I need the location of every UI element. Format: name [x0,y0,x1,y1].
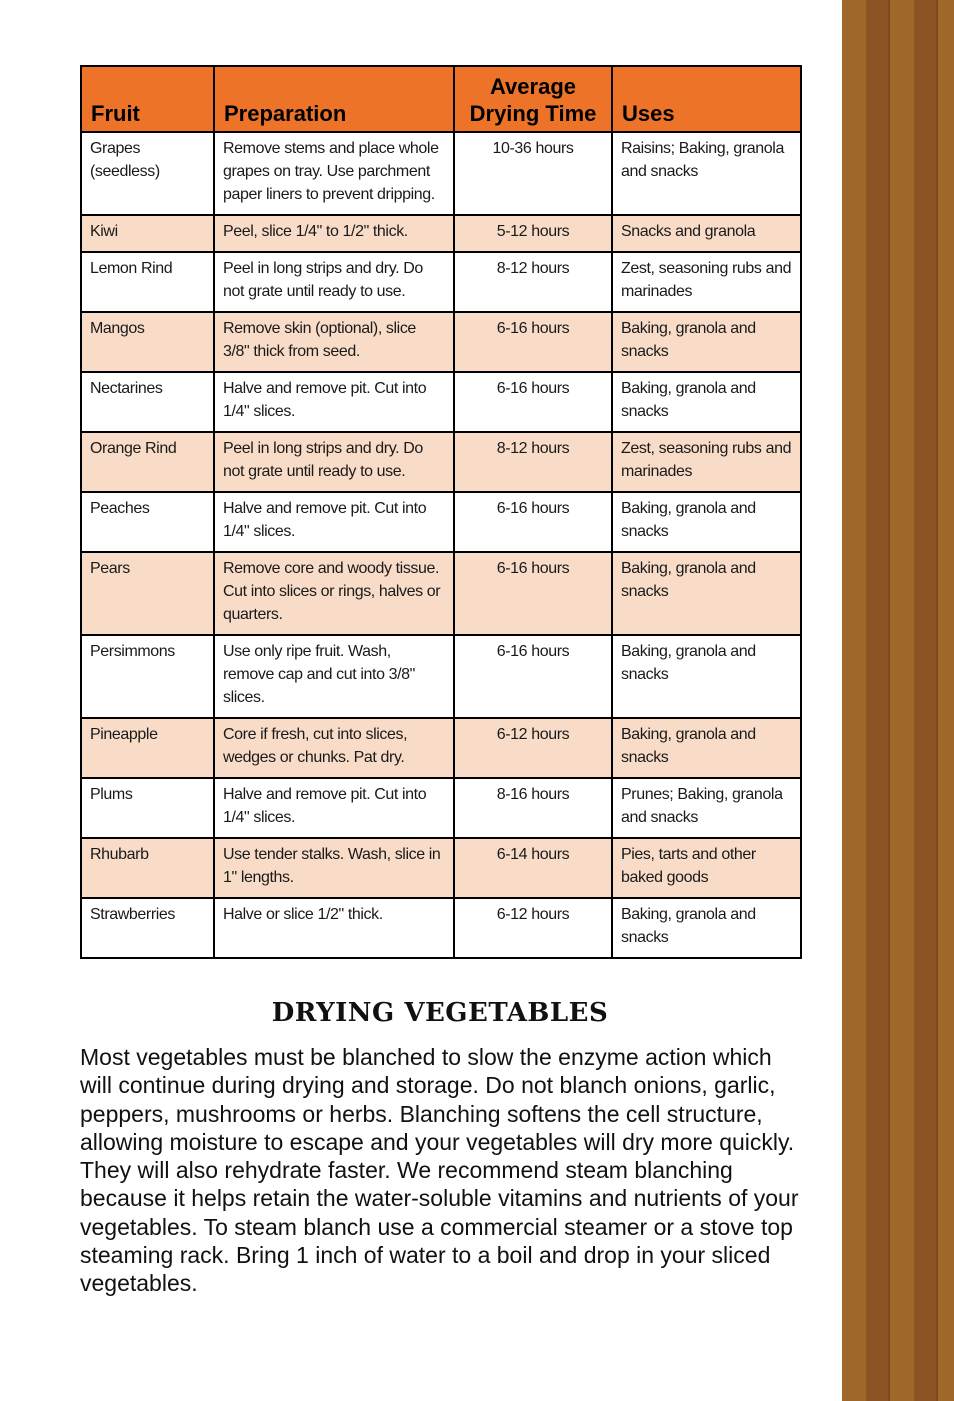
cell-preparation [214,838,454,898]
cell-fruit [81,432,214,492]
cell-fruit-text: Mangos [90,320,145,337]
cell-drying-time [454,778,612,838]
cell-drying-time-text: 8-12 hours [496,260,570,277]
cell-fruit [81,215,214,252]
cell-drying-time-text: 6-16 hours [496,643,570,660]
table-row [81,372,801,432]
cell-uses-text: Baking, granola and snacks [621,906,756,946]
cell-fruit [81,718,214,778]
cell-drying-time [454,718,612,778]
table-row [81,252,801,312]
cell-preparation-text: Peel in long strips and dry. Do not grate until ready to use. [223,260,423,300]
table-row [81,778,801,838]
table-row [81,898,801,958]
header-drying-time-line2: Drying Time [469,101,597,126]
decorative-wood-stripes [842,0,954,1401]
cell-drying-time [454,635,612,718]
table-row [81,552,801,635]
cell-fruit-text: Orange Rind [90,440,177,457]
cell-drying-time [454,432,612,492]
cell-drying-time [454,132,612,215]
cell-preparation-text: Peel in long strips and dry. Do not grate until ready to use. [223,440,423,480]
cell-fruit-text: Kiwi [90,223,118,240]
cell-fruit-text: Pears [90,560,130,577]
cell-fruit [81,252,214,312]
section-heading: DRYING VEGETABLES [271,998,609,1028]
cell-drying-time [454,372,612,432]
header-preparation: Preparation [214,66,454,132]
cell-preparation [214,372,454,432]
cell-drying-time [454,492,612,552]
cell-fruit [81,372,214,432]
table-row [81,838,801,898]
cell-preparation-text: Halve and remove pit. Cut into 1/4" slices. [223,380,427,420]
table-body [81,132,801,958]
cell-drying-time [454,898,612,958]
cell-uses-text: Prunes; Baking, granola and snacks [621,786,783,826]
cell-uses [612,215,801,252]
cell-preparation-text: Halve and remove pit. Cut into 1/4" slices. [223,786,427,826]
cell-uses [612,132,801,215]
cell-drying-time [454,552,612,635]
header-drying-time [454,66,612,132]
cell-uses-text: Baking, granola and snacks [621,500,756,540]
cell-uses [612,492,801,552]
header-fruit: Fruit [81,66,214,132]
cell-uses [612,898,801,958]
table-row [81,635,801,718]
fruit-drying-table [80,65,802,959]
cell-uses [612,432,801,492]
cell-drying-time [454,838,612,898]
cell-preparation-text: Halve and remove pit. Cut into 1/4" slices. [223,500,427,540]
cell-preparation-text: Remove core and woody tissue. Cut into slices or rings, halves or quarters. [223,560,441,623]
cell-preparation [214,432,454,492]
cell-uses-text: Zest, seasoning rubs and marinades [621,440,792,480]
cell-uses [612,312,801,372]
cell-uses-text: Raisins; Baking, granola and snacks [621,140,784,180]
cell-drying-time-text: 6-14 hours [496,846,570,863]
cell-fruit-text: Grapes (seedless) [90,140,160,180]
cell-uses [612,552,801,635]
cell-preparation [214,552,454,635]
cell-fruit [81,898,214,958]
cell-fruit [81,492,214,552]
table-row [81,432,801,492]
cell-fruit [81,312,214,372]
header-uses: Uses [612,66,801,132]
cell-uses-text: Baking, granola and snacks [621,320,756,360]
cell-fruit [81,635,214,718]
cell-drying-time-text: 6-16 hours [496,320,570,337]
cell-preparation [214,215,454,252]
cell-fruit-text: Pineapple [90,726,158,743]
table-header-row [81,66,801,132]
cell-fruit-text: Lemon Rind [90,260,173,277]
cell-fruit-text: Persimmons [90,643,175,660]
cell-fruit-text: Nectarines [90,380,163,397]
cell-drying-time-text: 6-12 hours [496,726,570,743]
cell-preparation-text: Use only ripe fruit. Wash, remove cap and cut into 3/8" slices. [223,643,415,706]
cell-uses [612,778,801,838]
cell-fruit-text: Strawberries [90,906,176,923]
table-row [81,718,801,778]
cell-uses-text: Baking, granola and snacks [621,380,756,420]
cell-drying-time-text: 5-12 hours [496,223,570,240]
header-drying-time-line1: Average [489,74,576,99]
cell-uses-text: Baking, granola and snacks [621,560,756,600]
cell-uses-text: Snacks and granola [621,223,756,240]
table-row [81,215,801,252]
cell-preparation [214,635,454,718]
cell-preparation [214,252,454,312]
cell-preparation [214,898,454,958]
cell-fruit-text: Plums [90,786,133,803]
cell-preparation [214,718,454,778]
cell-drying-time-text: 8-12 hours [496,440,570,457]
cell-fruit [81,132,214,215]
cell-preparation [214,492,454,552]
cell-fruit [81,552,214,635]
cell-fruit-text: Peaches [90,500,150,517]
table-row [81,312,801,372]
cell-drying-time-text: 10-36 hours [492,140,574,157]
table-row [81,492,801,552]
cell-drying-time-text: 8-16 hours [496,786,570,803]
table-row [81,132,801,215]
cell-uses [612,372,801,432]
cell-preparation-text: Use tender stalks. Wash, slice in 1" lengths. [223,846,441,886]
cell-drying-time [454,252,612,312]
cell-drying-time-text: 6-16 hours [496,500,570,517]
cell-preparation-text: Peel, slice 1/4" to 1/2" thick. [223,223,408,240]
cell-preparation-text: Core if fresh, cut into slices, wedges or chunks. Pat dry. [223,726,408,766]
cell-drying-time [454,312,612,372]
cell-preparation [214,132,454,215]
cell-uses [612,252,801,312]
cell-fruit [81,778,214,838]
cell-uses [612,718,801,778]
cell-uses-text: Baking, granola and snacks [621,726,756,766]
cell-uses-text: Zest, seasoning rubs and marinades [621,260,792,300]
cell-preparation-text: Remove skin (optional), slice 3/8" thick from seed. [223,320,416,360]
cell-drying-time-text: 6-12 hours [496,906,570,923]
cell-preparation [214,312,454,372]
cell-preparation-text: Halve or slice 1/2" thick. [223,906,383,923]
cell-fruit-text: Rhubarb [90,846,149,863]
cell-fruit [81,838,214,898]
cell-preparation-text: Remove stems and place whole grapes on tray. Use parchment paper liners to prevent dripping. [223,140,439,203]
cell-uses [612,838,801,898]
cell-drying-time-text: 6-16 hours [496,380,570,397]
cell-uses-text: Pies, tarts and other baked goods [621,846,756,886]
cell-uses-text: Baking, granola and snacks [621,643,756,683]
cell-drying-time [454,215,612,252]
cell-drying-time-text: 6-16 hours [496,560,570,577]
cell-uses [612,635,801,718]
cell-preparation [214,778,454,838]
section-body-text: Most vegetables must be blanched to slow the enzyme action which will continue during drying and storage. Do not blanch onions, garlic, peppers, mushrooms or herbs. Blanching softens the cell structure, allowing moisture to escape and your vegetables will dry more quickly. They will also rehydrate faster. We recommend steam blanching because it helps retain the water-soluble vitamins and nutrients of your vegetables. To steam blanch use a commercial steamer or a stove top steaming rack. Bring 1 inch of water to a boil and drop in your sliced vegetables. [80,1044,799,1297]
